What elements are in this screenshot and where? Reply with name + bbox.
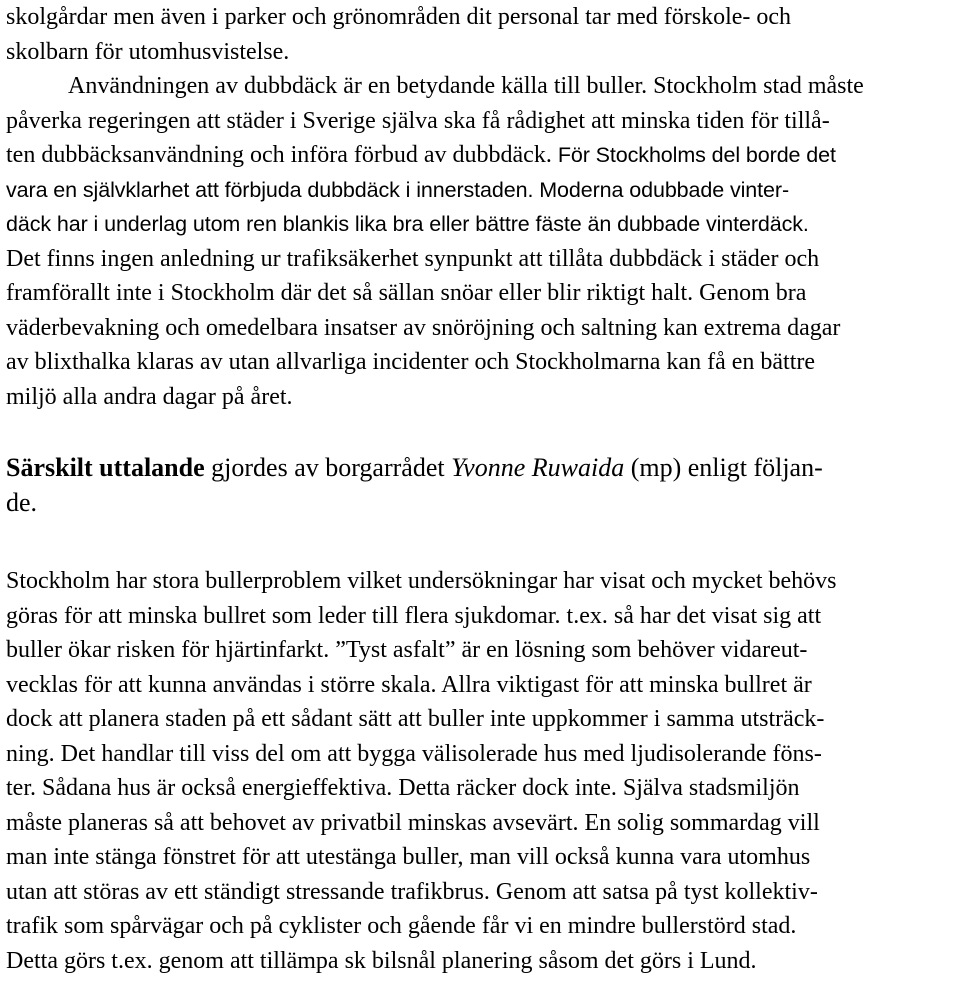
text-line: ning. Det handlar till viss del om att bygga välisolerade hus med ljudisolerande föns- [6, 740, 822, 767]
text-line: göras för att minska bullret som leder till flera sjukdomar. t.ex. så har det visat sig att [6, 602, 822, 629]
text-line: Detta görs t.ex. genom att tillämpa sk bilsnål planering såsom det görs i Lund. [6, 947, 757, 974]
text-line: däck har i underlag utom ren blankis lika bra eller bättre fäste än dubbade vinterdäck. [6, 212, 809, 236]
text-line: buller ökar risken för hjärtinfarkt. ”Tyst asfalt” är en lösning som behöver vidareut- [6, 637, 808, 663]
heading-bold: Särskilt uttalande [6, 453, 205, 482]
paragraph-buller [6, 564, 836, 978]
text-line: väderbevakning och omedelbara insatser av snöröjning och saltning kan extrema dagar [6, 314, 841, 341]
heading-text: (mp) enligt följan- [624, 453, 823, 482]
text-line: miljö alla andra dagar på året. [6, 383, 293, 410]
text-line: man inte stänga fönstret för att utestänga buller, man vill också kunna vara utomhus [6, 844, 811, 870]
text-line: vecklas för att kunna användas i större skala. Allra viktigast för att minska bullret är [6, 671, 812, 698]
text-line: skolbarn för utomhusvistelse. [6, 38, 290, 65]
text-line: utan att störas av ett ständigt stressande trafikbrus. Genom att satsa på tyst kollektiv- [6, 878, 818, 905]
text-segment-sans: För Stockholms del borde det [557, 143, 836, 167]
text-line: Det finns ingen anledning ur trafiksäkerhet synpunkt att tillåta dubbdäck i städer och [6, 245, 820, 272]
text-line: måste planeras så att behovet av privatbil minskas avsevärt. En solig sommardag vill [6, 809, 820, 836]
text-line: vara en självklarhet att förbjuda dubbdäck i innerstaden. Moderna odubbade vinter- [6, 177, 790, 202]
text-line: av blixthalka klaras av utan allvarliga incidenter och Stockholmarna kan få en bättre [6, 349, 816, 375]
special-statement-heading [6, 451, 823, 520]
text-line: ter. Sådana hus är också energieffektiva. Detta räcker dock inte. Själva stadsmiljön [6, 775, 800, 801]
text-line: dock att planera staden på ett sådant sätt att buller inte uppkommer i samma utsträck- [6, 706, 825, 732]
text-segment: framförallt inte i Stockholm där det så sällan snöar eller blir riktigt halt. [6, 280, 694, 306]
text-line [6, 276, 864, 311]
text-segment: Genom bra [699, 280, 807, 306]
paragraph-dubbdack [6, 0, 864, 414]
text-line: Stockholm har stora bullerproblem vilket undersökningar har visat och mycket behövs [6, 568, 837, 594]
text-line: Användningen av dubbdäck är en betydande källa till buller. Stockholm stad måste [68, 73, 864, 99]
text-line [6, 138, 864, 173]
text-line: skolgårdar men även i parker och grönområden dit personal tar med förskole- och [6, 4, 792, 30]
text-line: påverka regeringen att städer i Sverige själva ska få rådighet att minska tiden för tillå- [6, 107, 830, 134]
text-line: de. [6, 487, 38, 517]
text-segment: ten dubbäcksanvändning och införa förbud av dubbdäck. [6, 142, 552, 168]
text-line: trafik som spårvägar och på cyklister och gående får vi en mindre bullerstörd stad. [6, 913, 797, 939]
heading-text: gjordes av borgarrådet [204, 453, 452, 482]
text-line [6, 451, 823, 486]
heading-name-italic: Yvonne Ruwaida [451, 453, 625, 482]
